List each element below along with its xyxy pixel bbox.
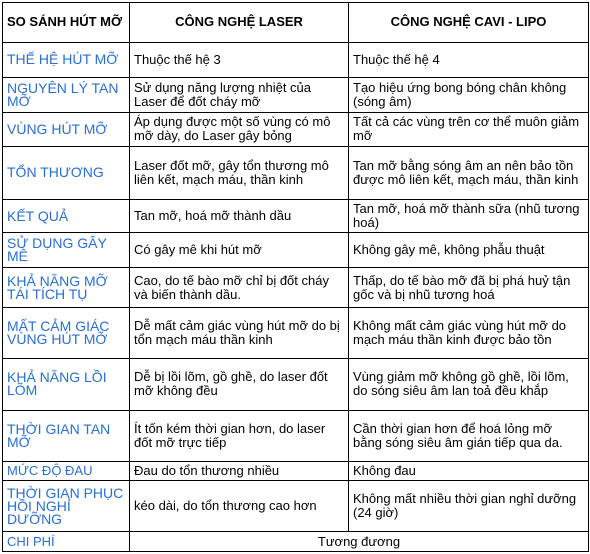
table-row <box>3 147 589 199</box>
criterion-cell: SỬ DỤNG GÂY MÊ <box>3 233 130 268</box>
criterion-cell: THỜI GIAN TAN MỠ <box>3 410 130 461</box>
criterion-cell: KHẢ NĂNG LỒI LÕM <box>3 359 130 410</box>
cavi-cell: Không gây mê, không phẫu thuật <box>349 233 589 268</box>
table-row <box>3 77 589 112</box>
criterion-cell: KHẢ NĂNG MỠ TÁI TÍCH TỤ <box>3 268 130 308</box>
table-row <box>3 461 589 480</box>
laser-cell: Đau do tổn thương nhiều <box>130 461 349 480</box>
laser-cell: Cao, do tế bào mỡ chỉ bị đốt cháy và biến thành dầu. <box>130 268 349 308</box>
table-row <box>3 199 589 233</box>
cost-value-cell: Tương đương <box>130 532 589 552</box>
table-row <box>3 410 589 461</box>
criterion-cell-cost: CHI PHÍ <box>3 532 130 552</box>
laser-cell: Dễ mất cảm giác vùng hút mỡ do bị tổn mạch máu thần kinh <box>130 308 349 359</box>
cavi-cell: Tan mỡ bằng sóng âm an nên bảo tồn được mô liên kết, mạch máu, thần kinh <box>349 147 589 199</box>
cavi-cell: Cần thời gian hơn để hoá lỏng mỡ bằng sóng siêu âm gián tiếp qua da. <box>349 410 589 461</box>
laser-cell: Thuộc thế hệ 3 <box>130 42 349 77</box>
cavi-cell: Tạo hiệu ứng bong bóng chân không (sóng âm) <box>349 77 589 112</box>
criterion-cell: THẾ HỆ HÚT MỠ <box>3 42 130 77</box>
laser-cell: kéo dài, do tổn thương cao hơn <box>130 481 349 532</box>
laser-cell: Ít tốn kém thời gian hơn, do laser đốt mỡ trực tiếp <box>130 410 349 461</box>
criterion-cell: NGUYÊN LÝ TAN MỠ <box>3 77 130 112</box>
cavi-cell: Thuộc thế hệ 4 <box>349 42 589 77</box>
cavi-cell: Không đau <box>349 461 589 480</box>
cavi-cell: Thấp, do tế bào mỡ đã bị phá huỷ tận gốc và bị nhũ tương hoá <box>349 268 589 308</box>
criterion-cell: THỜI GIAN PHỤC HỒI NGHỈ DƯỠNG <box>3 481 130 532</box>
cavi-cell: Không mất cảm giác vùng hút mỡ do mạch máu thần kinh được bảo tồn <box>349 308 589 359</box>
table-row <box>3 359 589 410</box>
criterion-cell: VÙNG HÚT MỠ <box>3 112 130 147</box>
criterion-cell: MỨC ĐỘ ĐAU <box>3 461 130 480</box>
table-row <box>3 233 589 268</box>
comparison-table <box>2 2 589 552</box>
laser-cell: Sử dụng năng lượng nhiệt của Laser để đốt cháy mỡ <box>130 77 349 112</box>
header-cavi-lipo: CÔNG NGHỆ CAVI - LIPO <box>349 3 589 43</box>
cavi-cell: Tất cả các vùng trên cơ thể muôn giảm mỡ <box>349 112 589 147</box>
criterion-cell: MẤT CẢM GIÁC VÙNG HÚT MỠ <box>3 308 130 359</box>
cavi-cell: Tan mỡ, hoá mỡ thành sữa (nhũ tương hoá) <box>349 199 589 233</box>
laser-cell: Áp dụng được một số vùng có mô mỡ dày, do Laser gây bỏng <box>130 112 349 147</box>
table-row <box>3 112 589 147</box>
cost-row <box>3 532 589 552</box>
header-criterion: SO SÁNH HÚT MỠ <box>3 3 130 43</box>
table-row <box>3 481 589 532</box>
laser-cell: Tan mỡ, hoá mỡ thành dầu <box>130 199 349 233</box>
criterion-cell: TỔN THƯƠNG <box>3 147 130 199</box>
table-row <box>3 268 589 308</box>
cavi-cell: Vùng giảm mỡ không gồ ghề, lồi lõm, do sóng siêu âm lan toả đều khắp <box>349 359 589 410</box>
laser-cell: Có gây mê khi hút mỡ <box>130 233 349 268</box>
criterion-cell: KẾT QUẢ <box>3 199 130 233</box>
table-row <box>3 42 589 77</box>
table-row <box>3 308 589 359</box>
laser-cell: Dễ bị lồi lõm, gồ ghề, do laser đốt mỡ không đều <box>130 359 349 410</box>
header-row <box>3 3 589 43</box>
cavi-cell: Không mất nhiều thời gian nghỉ dưỡng (24 giờ) <box>349 481 589 532</box>
laser-cell: Laser đốt mỡ, gây tổn thương mô liên kết, mạch máu, thần kinh <box>130 147 349 199</box>
header-laser: CÔNG NGHỆ LASER <box>130 3 349 43</box>
